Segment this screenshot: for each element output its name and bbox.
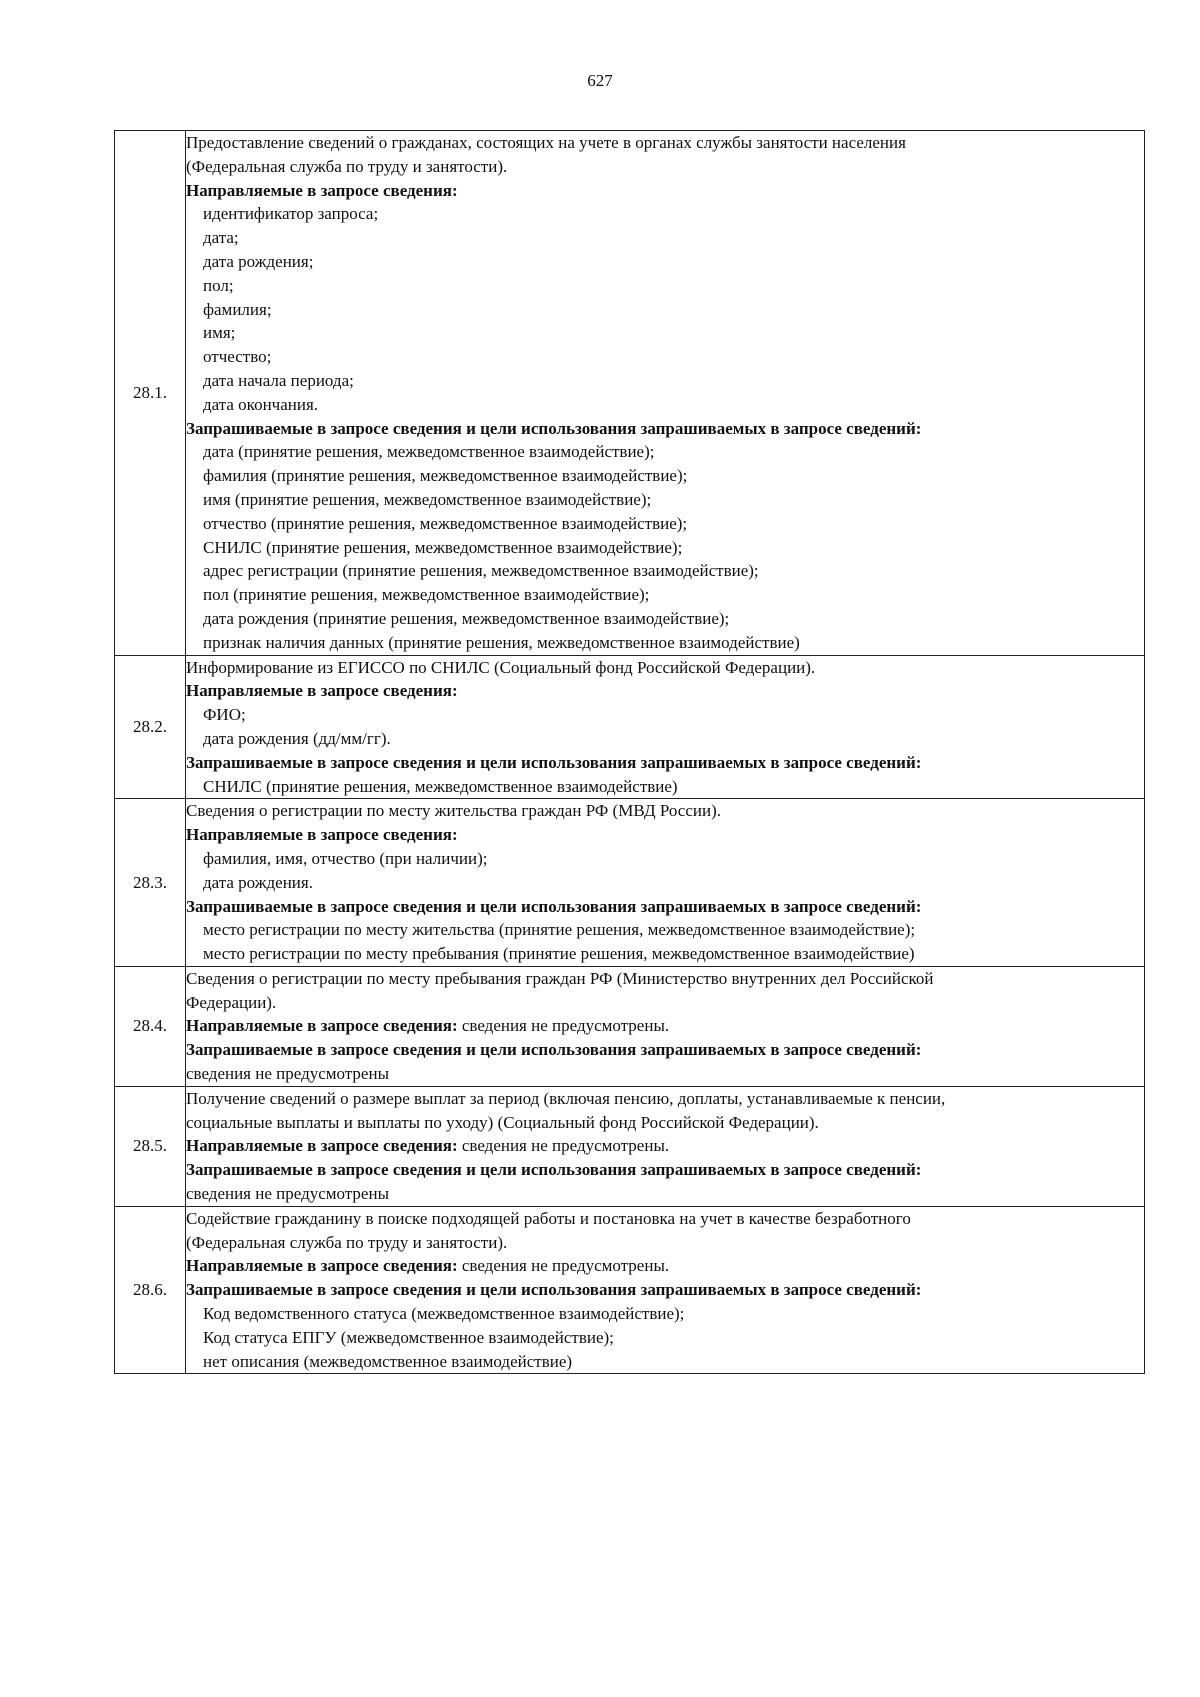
content-line: (Федеральная служба по труду и занятости). [186, 1232, 508, 1252]
row-content [186, 799, 1145, 967]
list-item: идентификатор запроса; [203, 204, 379, 224]
section-heading: Запрашиваемые в запросе сведения и цели использования запрашиваемых в запросе сведений: [186, 1160, 922, 1180]
content-line: Получение сведений о размере выплат за период (включая пенсию, доплаты, устанавливаемые к пенсии, [186, 1088, 946, 1108]
table-row [115, 799, 1145, 967]
table-row [115, 131, 1145, 656]
list-item: фамилия (принятие решения, межведомственное взаимодействие); [203, 466, 688, 486]
section-heading: Запрашиваемые в запросе сведения и цели использования запрашиваемых в запросе сведений: [186, 1280, 922, 1300]
content-line: социальные выплаты и выплаты по уходу) (Социальный фонд Российской Федерации). [186, 1112, 819, 1132]
content-line: Сведения о регистрации по месту жительства граждан РФ (МВД России). [186, 801, 722, 821]
table-row [115, 966, 1145, 1086]
content-line [186, 1254, 1144, 1278]
list-item: СНИЛС (принятие решения, межведомственное взаимодействие) [203, 776, 678, 796]
list-item: дата рождения; [203, 251, 314, 271]
list-item: пол (принятие решения, межведомственное взаимодействие); [203, 585, 650, 605]
list-item: пол; [203, 275, 234, 295]
list-item: ФИО; [203, 705, 246, 725]
list-item: имя (принятие решения, межведомственное взаимодействие); [203, 489, 652, 509]
section-heading: Направляемые в запросе сведения: [186, 180, 458, 200]
list-item: дата; [203, 228, 239, 248]
content-line: сведения не предусмотрены [186, 1064, 389, 1084]
list-item: дата (принятие решения, межведомственное взаимодействие); [203, 442, 655, 462]
row-number: 28.4. [115, 966, 186, 1086]
table-row [115, 1086, 1145, 1206]
section-heading: Направляемые в запросе сведения: [186, 1256, 458, 1276]
list-item: место регистрации по месту пребывания (принятие решения, межведомственное взаимодействие) [203, 944, 915, 964]
row-number: 28.2. [115, 655, 186, 799]
content-line: Федерации). [186, 992, 277, 1012]
row-number: 28.3. [115, 799, 186, 967]
list-item: дата начала периода; [203, 370, 354, 390]
row-number: 28.6. [115, 1206, 186, 1374]
section-heading: Направляемые в запросе сведения: [186, 1016, 458, 1036]
row-number: 28.5. [115, 1086, 186, 1206]
content-line: Предоставление сведений о гражданах, состоящих на учете в органах службы занятости населения [186, 133, 906, 152]
row-content [186, 131, 1145, 656]
row-content [186, 1206, 1145, 1374]
list-item: дата окончания. [203, 394, 319, 414]
list-item: отчество (принятие решения, межведомственное взаимодействие); [203, 513, 688, 533]
list-item: фамилия, имя, отчество (при наличии); [203, 848, 488, 868]
list-item: дата рождения. [203, 872, 313, 892]
list-item: Код ведомственного статуса (межведомственное взаимодействие); [203, 1304, 685, 1324]
section-value: сведения не предусмотрены. [457, 1256, 670, 1276]
content-line [186, 1134, 1144, 1158]
list-item: Код статуса ЕПГУ (межведомственное взаимодействие); [203, 1327, 614, 1347]
page-number: 627 [587, 71, 613, 90]
content-line: Информирование из ЕГИССО по СНИЛС (Социальный фонд Российской Федерации). [186, 657, 816, 677]
list-item: отчество; [203, 347, 272, 367]
row-content [186, 1086, 1145, 1206]
document-table-body [115, 131, 1145, 1374]
list-item: фамилия; [203, 299, 272, 319]
section-heading: Запрашиваемые в запросе сведения и цели использования запрашиваемых в запросе сведений: [186, 752, 922, 772]
list-item: дата рождения (принятие решения, межведомственное взаимодействие); [203, 608, 730, 628]
section-value: сведения не предусмотрены. [457, 1016, 670, 1036]
content-line: сведения не предусмотрены [186, 1184, 389, 1204]
table-row [115, 1206, 1145, 1374]
section-heading: Запрашиваемые в запросе сведения и цели использования запрашиваемых в запросе сведений: [186, 418, 922, 438]
content-line: Содействие гражданину в поиске подходящей работы и постановка на учет в качестве безработного [186, 1208, 911, 1228]
document-table [114, 130, 1145, 1374]
section-heading: Запрашиваемые в запросе сведения и цели использования запрашиваемых в запросе сведений: [186, 1040, 922, 1060]
section-heading: Направляемые в запросе сведения: [186, 681, 458, 701]
content-line: Сведения о регистрации по месту пребывания граждан РФ (Министерство внутренних дел Российской [186, 968, 934, 988]
list-item: признак наличия данных (принятие решения, межведомственное взаимодействие) [203, 632, 800, 652]
content-line [186, 1014, 1144, 1038]
row-content [186, 966, 1145, 1086]
section-value: сведения не предусмотрены. [457, 1136, 670, 1156]
section-heading: Направляемые в запросе сведения: [186, 825, 458, 845]
section-heading: Запрашиваемые в запросе сведения и цели использования запрашиваемых в запросе сведений: [186, 896, 922, 916]
content-line: (Федеральная служба по труду и занятости). [186, 156, 508, 176]
row-number: 28.1. [115, 131, 186, 656]
list-item: СНИЛС (принятие решения, межведомственное взаимодействие); [203, 537, 683, 557]
section-heading: Направляемые в запросе сведения: [186, 1136, 458, 1156]
list-item: место регистрации по месту жительства (принятие решения, межведомственное взаимодействие); [203, 920, 916, 940]
list-item: дата рождения (дд/мм/гг). [203, 728, 391, 748]
row-content [186, 655, 1145, 799]
table-row [115, 655, 1145, 799]
list-item: нет описания (межведомственное взаимодействие) [203, 1351, 573, 1371]
list-item: имя; [203, 323, 236, 343]
list-item: адрес регистрации (принятие решения, межведомственное взаимодействие); [203, 561, 759, 581]
